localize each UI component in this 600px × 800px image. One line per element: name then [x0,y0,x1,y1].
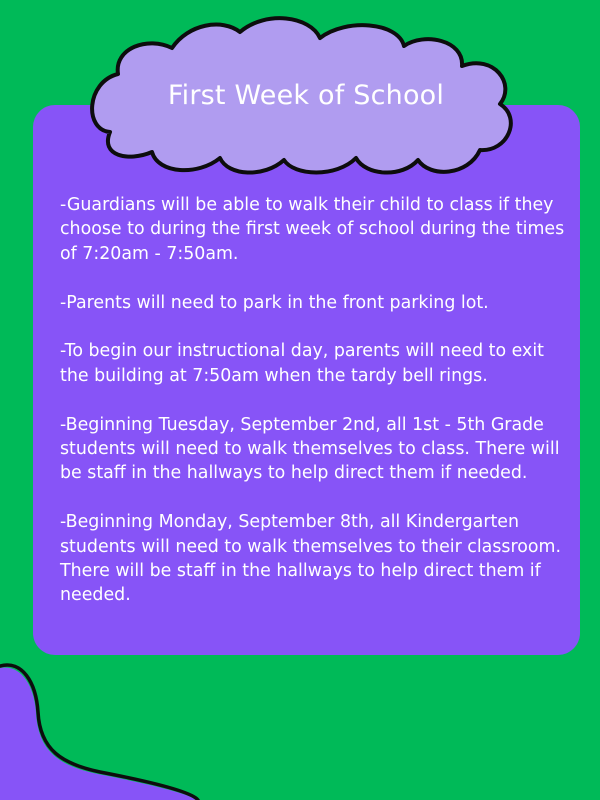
paragraph-exit-time: -To begin our instructional day, parents will need to exit the building at 7:50am when the tardy bell rings. [60,341,544,386]
info-text [60,193,570,608]
paragraph-guardians: -Guardians will be able to walk their child to class if they choose to during the first week of school during the times of 7:20am - 7:50am. [60,195,565,264]
paragraph-grades-1-5: -Beginning Tuesday, September 2nd, all 1st - 5th Grade students will need to walk themselves to class. There will be staff in the hallways to help direct them if needed. [60,414,560,484]
paragraph-parking: -Parents will need to park in the front parking lot. [60,292,489,313]
page-title: First Week of School [167,80,445,111]
paragraph-kindergarten: -Beginning Monday, September 8th, all Kindergarten students will need to walk themselves to their classroom. There will be staff in the hallways to help direct them if needed. [60,512,561,606]
